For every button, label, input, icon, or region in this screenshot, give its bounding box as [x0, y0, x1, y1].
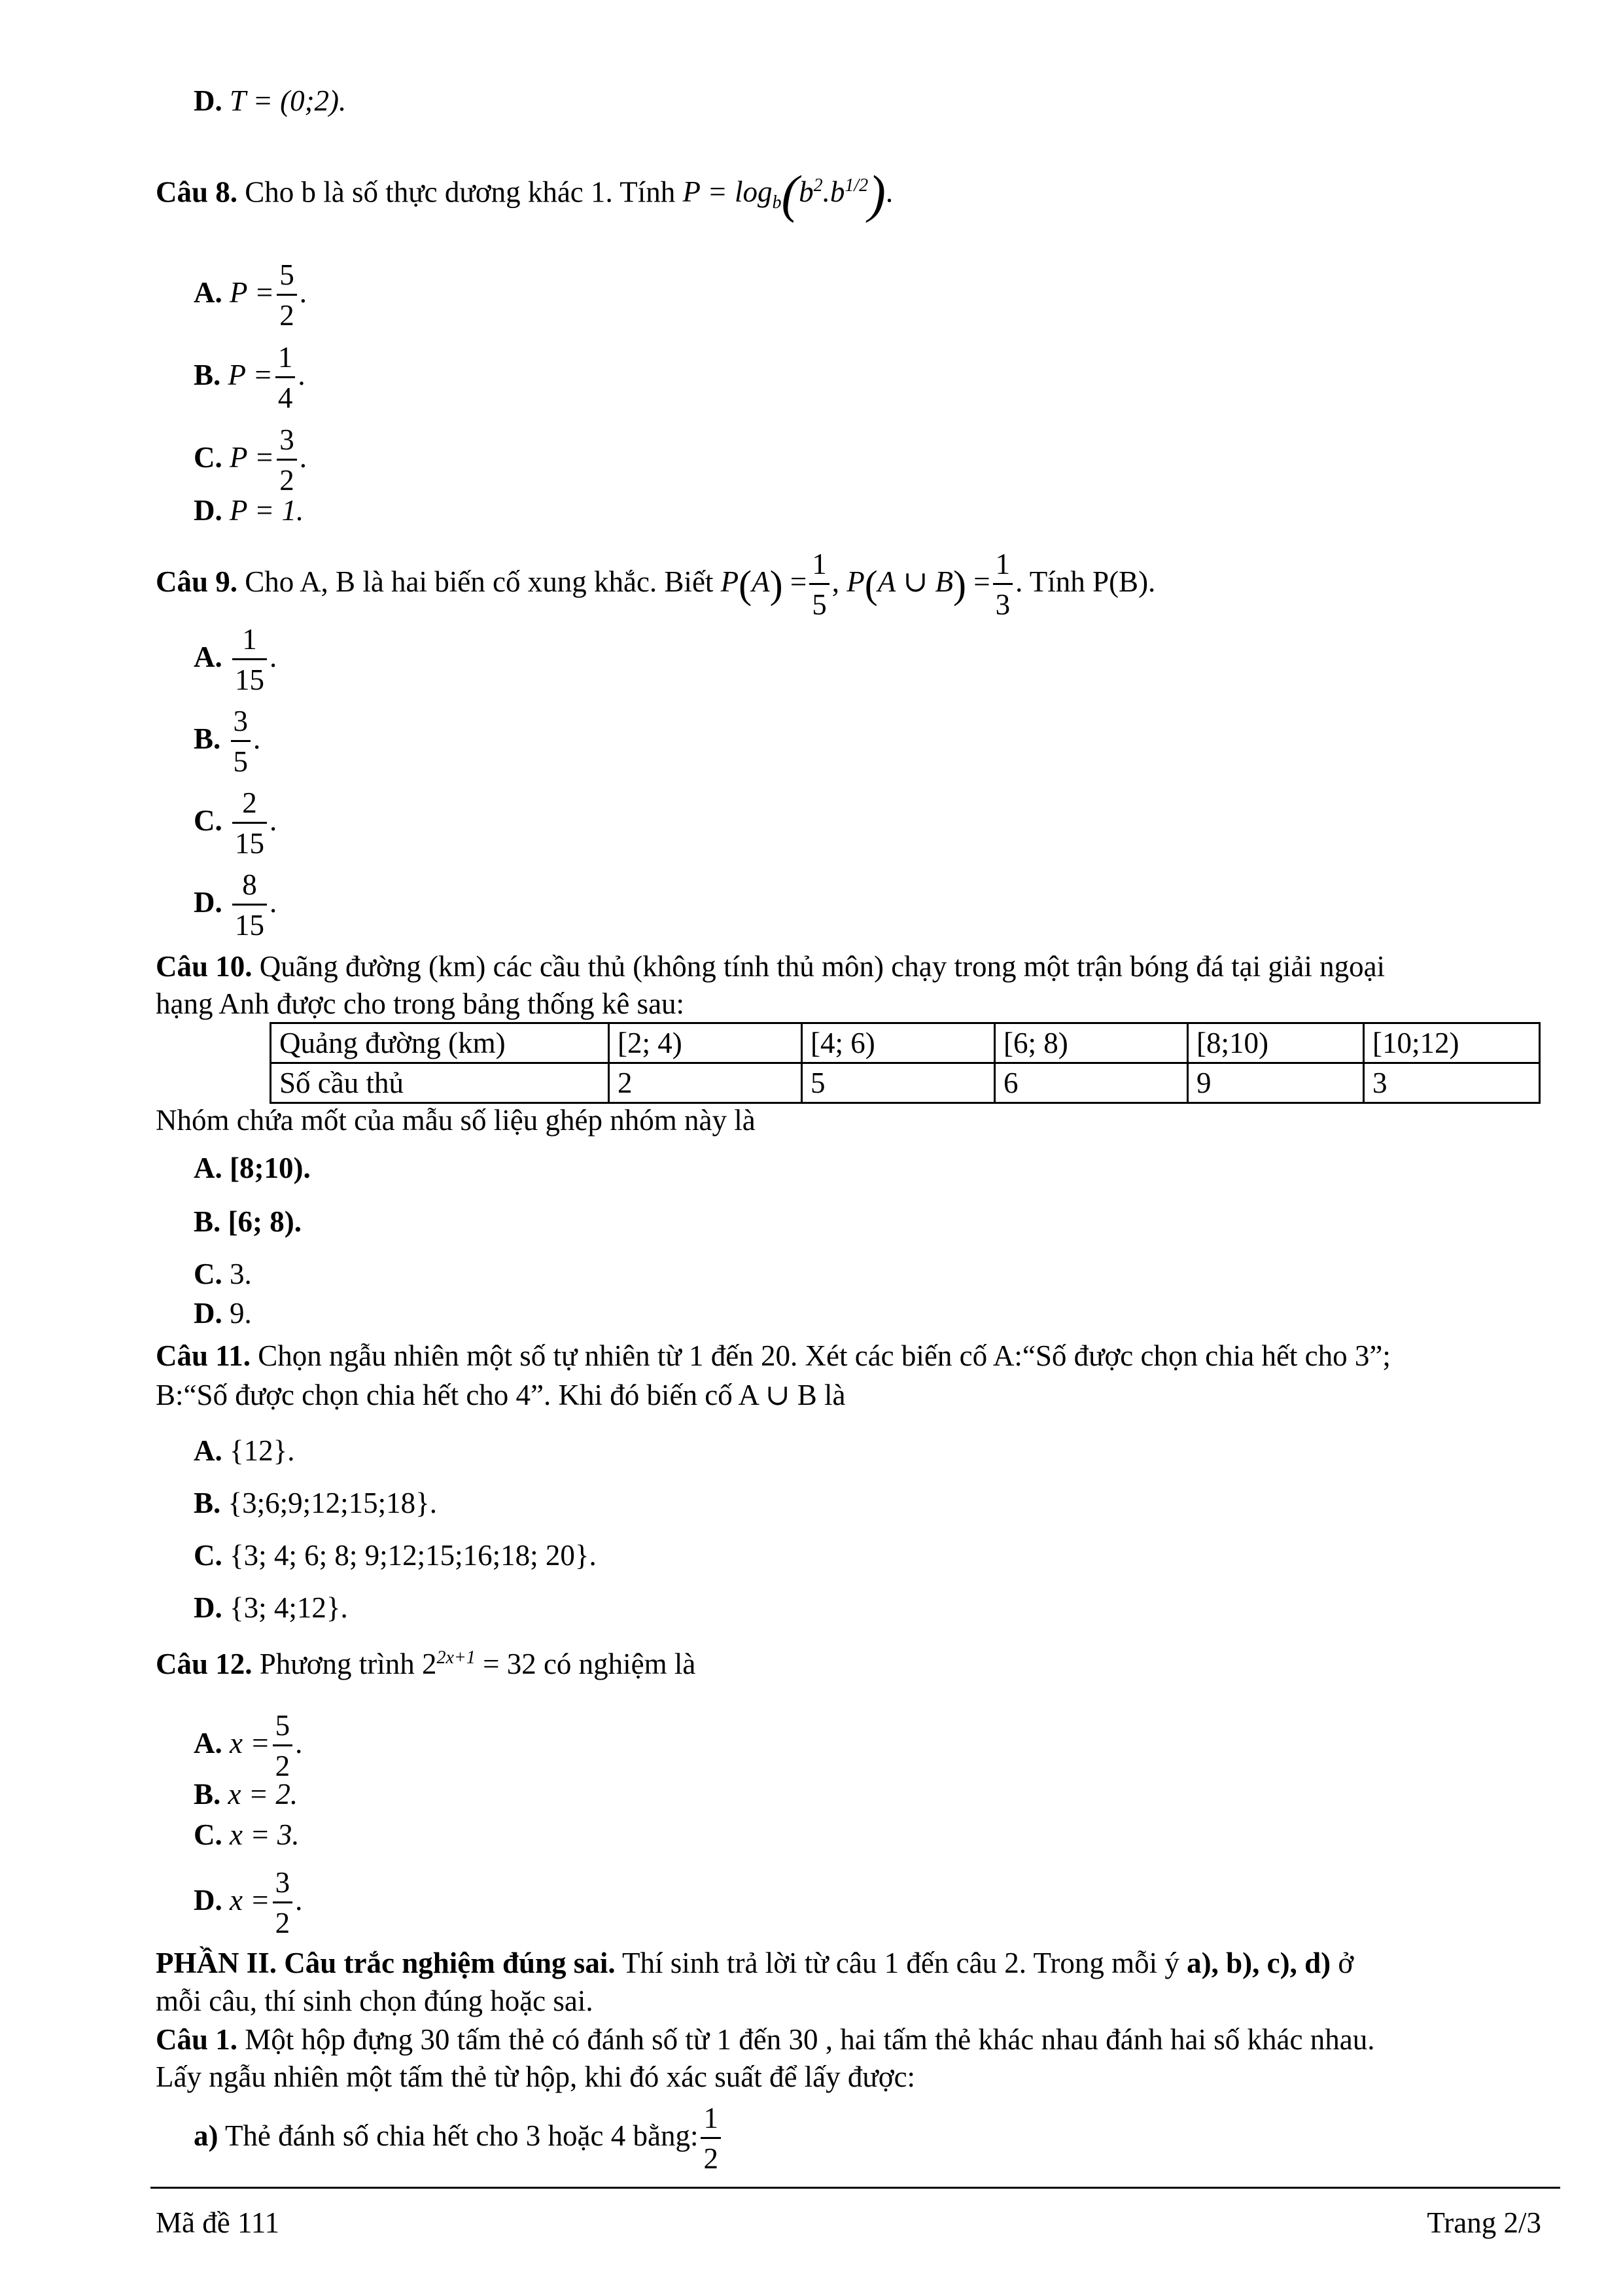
- option-label: C.: [194, 440, 222, 474]
- option-label: C.: [194, 804, 222, 837]
- option-label: D.: [194, 494, 222, 527]
- q11-option-a: [194, 1436, 294, 1466]
- fraction: $\frac{8}{15}$: [232, 870, 267, 940]
- part-2-header: [156, 1949, 1353, 1978]
- question-10-line2: hạng Anh được cho trong bảng thống kê sau:: [156, 987, 685, 1020]
- part2-question-1: [156, 2025, 1374, 2055]
- fraction: $\frac{1}{15}$: [232, 625, 267, 695]
- option-label: D.: [194, 84, 222, 117]
- question-label: Câu 9.: [156, 565, 238, 598]
- option-label: C.: [194, 1539, 222, 1572]
- q9-option-b: B. $\frac{3}{5}$ .: [194, 705, 261, 778]
- fraction: $\frac{5}{2}$: [273, 1711, 293, 1781]
- option-text: 9.: [230, 1297, 252, 1330]
- fraction: $\frac{1}{4}$: [275, 343, 296, 413]
- fraction: $\frac{5}{2}$: [277, 260, 297, 330]
- table-cell: 3: [1364, 1063, 1540, 1103]
- table-cell: 5: [802, 1063, 995, 1103]
- option-text: {12}.: [230, 1434, 295, 1467]
- part2-question-1-line2: Lấy ngẫu nhiên một tấm thẻ từ hộp, khi đó xác suất để lấy được:: [156, 2060, 916, 2093]
- option-label: D.: [194, 885, 222, 919]
- q10-option-c: [194, 1260, 252, 1289]
- question-text: Một hộp đựng 30 tấm thẻ có đánh số từ 1 đến 30 , hai tấm thẻ khác nhau đánh hai số khác nhau.: [245, 2023, 1375, 2056]
- part-instructions-bold: a), b), c), d): [1187, 1947, 1331, 1979]
- question-text-tail: có nghiệm là: [543, 1648, 696, 1680]
- table-cell: [4; 6): [802, 1023, 995, 1063]
- option-label: B.: [194, 358, 221, 391]
- fraction: $\frac{3}{5}$: [231, 707, 251, 777]
- question-label: Câu 12.: [156, 1648, 253, 1680]
- option-text: x = 3.: [230, 1818, 300, 1851]
- question-label: Câu 10.: [156, 950, 253, 983]
- question-11: [156, 1341, 1391, 1371]
- table-cell: [10;12): [1364, 1023, 1540, 1063]
- option-label: C.: [194, 1258, 222, 1290]
- question-text: Quãng đường (km) các cầu thủ (không tính thủ môn) chạy trong một trận bóng đá tại giải ngoại: [259, 950, 1386, 983]
- question-9: Câu 9. Cho A, B là hai biến cố xung khắc. Biết P(A) = $\frac{1}{5}$ , P(A ∪ B) = $\frac{1}{3}$ . Tính P(B).: [156, 548, 1156, 621]
- q12-option-a: A. x = $\frac{5}{2}$ .: [194, 1709, 303, 1782]
- fraction: $\frac{3}{2}$: [277, 425, 297, 495]
- table-cell: 9: [1188, 1063, 1364, 1103]
- q8-option-a: A. P = $\frac{5}{2}$ .: [194, 258, 307, 332]
- q9-option-c: C. $\frac{2}{15}$ .: [194, 786, 277, 860]
- fraction: $\frac{1}{5}$: [809, 550, 829, 620]
- formula: $P = \log_b(b^2.b^{1/2})$: [682, 166, 886, 224]
- question-12: Câu 12. Phương trình $2^{2x+1} = 32$ có nghiệm là: [156, 1648, 696, 1680]
- q11-option-d: [194, 1593, 348, 1623]
- q12-option-d: D. x = $\frac{3}{2}$ .: [194, 1866, 303, 1939]
- q9-option-a: A. $\frac{1}{15}$ .: [194, 623, 277, 696]
- fraction: $\frac{2}{15}$: [232, 788, 267, 858]
- option-label: D.: [194, 1297, 222, 1330]
- q10-option-a: [194, 1154, 311, 1183]
- question-11-line2: B:“Số được chọn chia hết cho 4”. Khi đó biến cố A ∪ B là: [156, 1379, 846, 1411]
- footer-exam-code: Mã đề 111: [156, 2206, 280, 2239]
- table-cell: [2; 4): [609, 1023, 802, 1063]
- question-8: Câu 8. Cho b là số thực dương khác 1. Tính $P = \log_b(b^2.b^{1/2})$.: [156, 166, 894, 224]
- question-text: Cho b là số thực dương khác 1. Tính: [245, 175, 676, 209]
- option-text: {3; 4;12}.: [230, 1591, 348, 1624]
- q8-option-b: B. P = $\frac{1}{4}$ .: [194, 341, 305, 414]
- table-cell: 2: [609, 1063, 802, 1103]
- option-text: P = 1.: [230, 494, 304, 527]
- option-label: A.: [194, 275, 222, 309]
- fraction: $\frac{3}{2}$: [273, 1868, 293, 1938]
- part-title: PHẦN II. Câu trắc nghiệm đúng sai.: [156, 1947, 616, 1979]
- question-10: [156, 952, 1385, 981]
- table-cell: Quảng đường (km): [271, 1023, 609, 1063]
- question-text: Cho A, B là hai biến cố xung khắc. Biết: [245, 565, 714, 598]
- table-row: [271, 1023, 1540, 1063]
- q11-option-c: [194, 1541, 597, 1570]
- question-text: Chọn ngẫu nhiên một số tự nhiên từ 1 đến 20. Xét các biến cố A:“Số được chọn chia hết cho 3”;: [258, 1339, 1391, 1372]
- q10-option-d: [194, 1299, 252, 1328]
- question-label: Câu 11.: [156, 1339, 251, 1372]
- option-text: [6; 8).: [228, 1205, 302, 1238]
- option-label: B.: [194, 722, 221, 755]
- table-cell: [8;10): [1188, 1023, 1364, 1063]
- part-2-line2: mỗi câu, thí sinh chọn đúng hoặc sai.: [156, 1985, 593, 2017]
- item-text: Thẻ đánh số chia hết cho 3 hoặc 4 bằng:: [224, 2119, 699, 2152]
- fraction: $\frac{1}{2}$: [701, 2104, 721, 2174]
- q11-option-b: [194, 1489, 437, 1518]
- item-label: a): [194, 2119, 218, 2152]
- q8-option-c: C. P = $\frac{3}{2}$ .: [194, 423, 307, 497]
- part-instructions-end: ở: [1338, 1947, 1354, 1979]
- option-expr: T = (0;2).: [230, 84, 347, 117]
- option-label: D.: [194, 1883, 222, 1916]
- option-label: A.: [194, 1726, 222, 1759]
- option-label: B.: [194, 1778, 221, 1810]
- table-cell: 6: [995, 1063, 1188, 1103]
- table-row: [271, 1063, 1540, 1103]
- option-label: A.: [194, 640, 222, 673]
- option-label: D.: [194, 1591, 222, 1624]
- frequency-table: [270, 1022, 1541, 1104]
- q8-option-d: [194, 496, 304, 525]
- question-tail: . Tính P(B).: [1015, 565, 1156, 598]
- option-label: A.: [194, 1434, 222, 1467]
- option-text: [8;10).: [230, 1152, 311, 1184]
- option-text: 3.: [230, 1258, 252, 1290]
- table-cell: Số cầu thủ: [271, 1063, 609, 1103]
- option-label: B.: [194, 1205, 221, 1238]
- question-label: Câu 8.: [156, 175, 238, 209]
- question-label: Câu 1.: [156, 2023, 238, 2056]
- fraction: $\frac{1}{3}$: [993, 550, 1013, 620]
- option-label: C.: [194, 1818, 222, 1851]
- q12-option-c: [194, 1820, 300, 1850]
- question-10-prompt: Nhóm chứa mốt của mẫu số liệu ghép nhóm này là: [156, 1104, 756, 1137]
- footer-divider: [150, 2187, 1560, 2189]
- option-label: A.: [194, 1152, 222, 1184]
- question-text: Phương trình: [259, 1648, 415, 1680]
- option-text: x = 2.: [228, 1778, 298, 1810]
- option-d-top: [194, 86, 346, 116]
- option-text: {3;6;9;12;15;18}.: [228, 1487, 437, 1519]
- part2-q1-item-a: [194, 2104, 724, 2174]
- q10-option-b: [194, 1207, 302, 1237]
- q9-option-d: D. $\frac{8}{15}$ .: [194, 868, 277, 942]
- footer-page-number: Trang 2/3: [1427, 2206, 1541, 2239]
- q12-option-b: [194, 1780, 298, 1809]
- table-cell: [6; 8): [995, 1023, 1188, 1063]
- option-text: {3; 4; 6; 8; 9;12;15;16;18; 20}.: [230, 1539, 597, 1572]
- option-label: B.: [194, 1487, 221, 1519]
- part-instructions: Thí sinh trả lời từ câu 1 đến câu 2. Trong mỗi ý: [622, 1947, 1179, 1979]
